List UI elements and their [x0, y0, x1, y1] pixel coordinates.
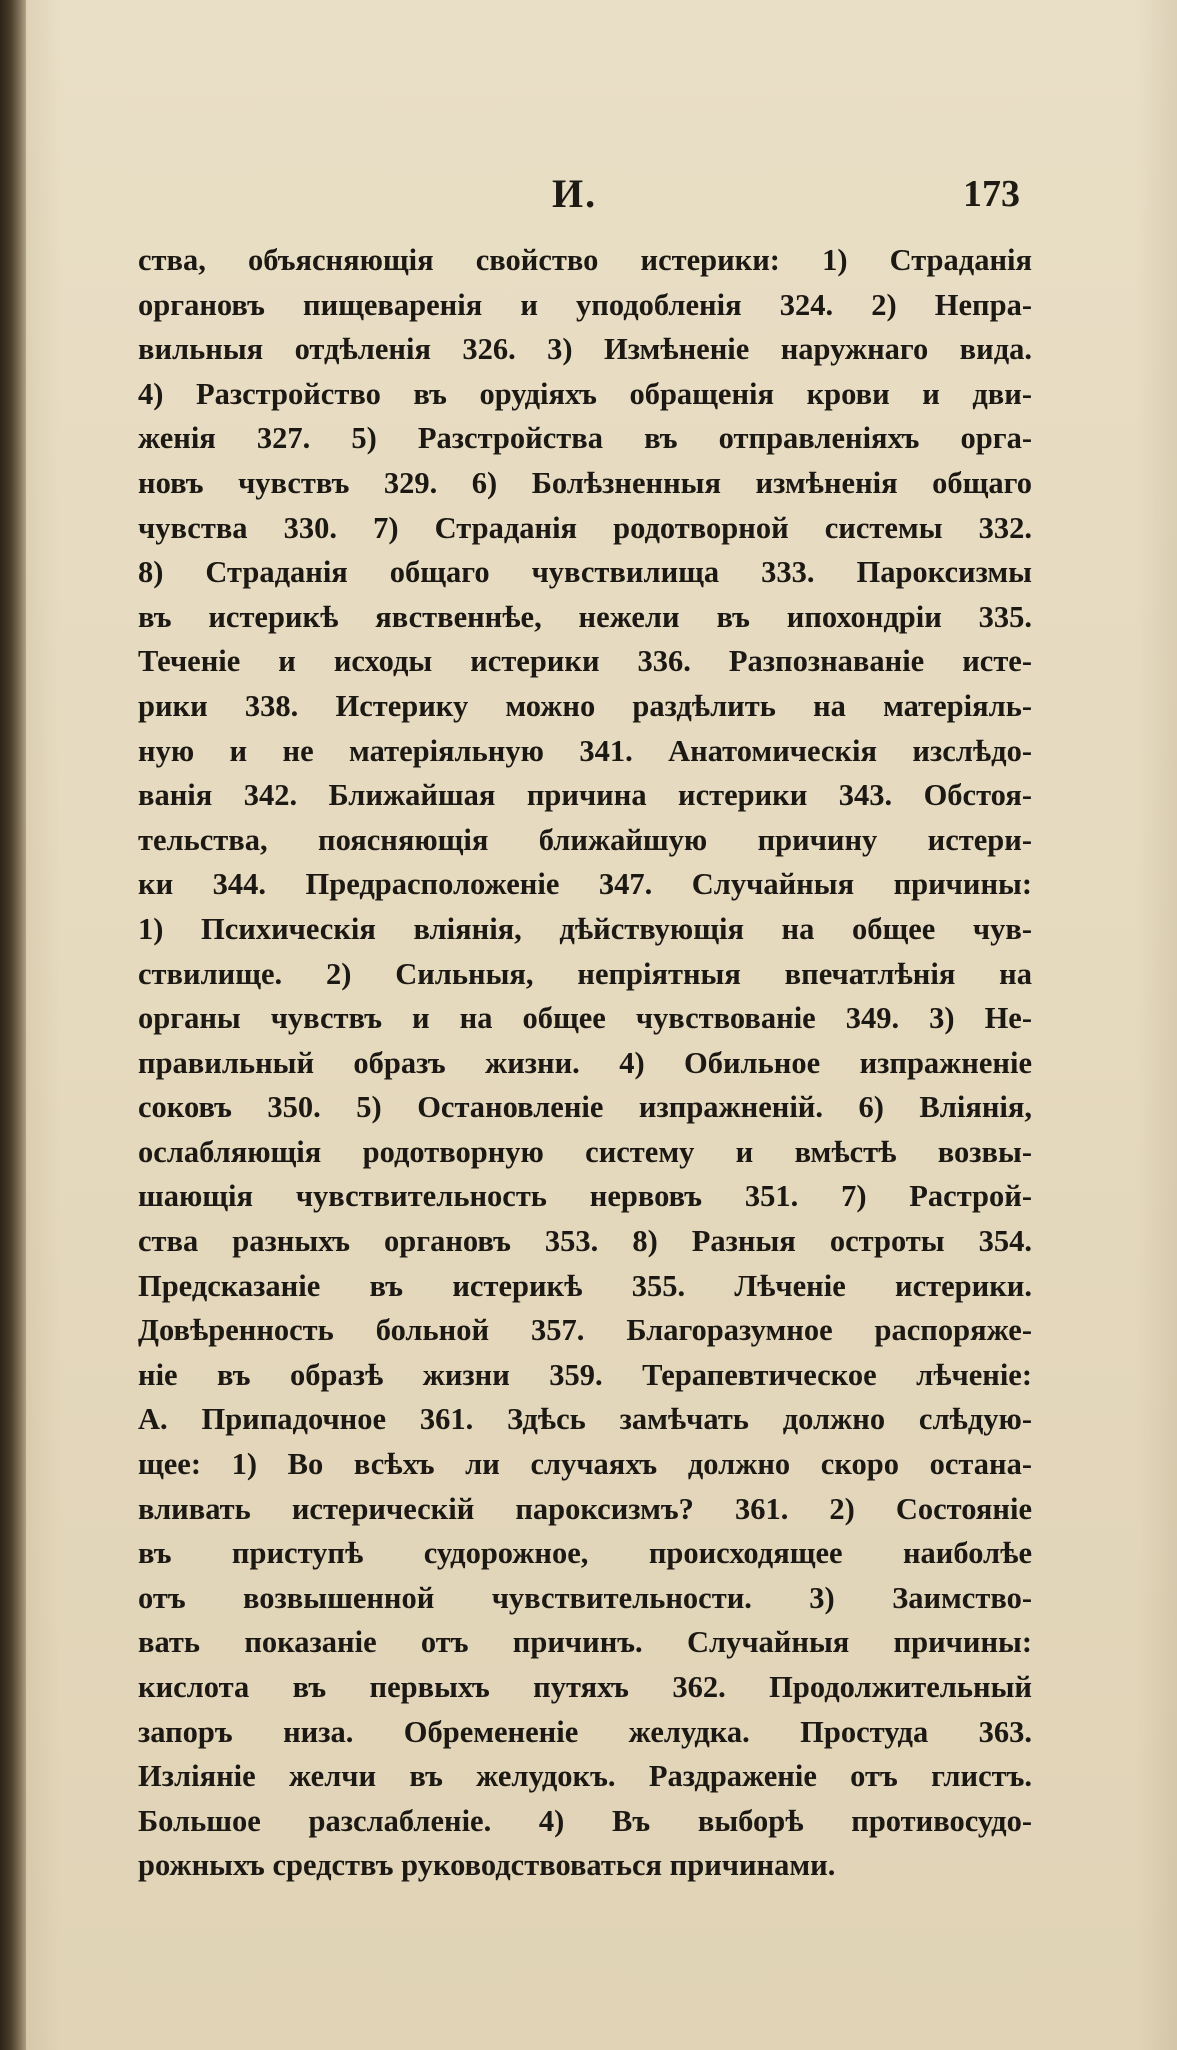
text-line: Предсказаніе въ истерикѣ 355. Лѣченіе истерики. [138, 1268, 1032, 1303]
text-line: въ приступѣ судорожное, происходящее наиболѣе [138, 1536, 1032, 1571]
running-head [140, 170, 1020, 230]
text-line: органовъ пищеваренія и уподобленія 324. 2) Непра- [138, 287, 1032, 322]
book-spine-shadow [0, 0, 26, 2050]
text-line: ную и не матеріяльную 341. Анатомическія изслѣдо- [138, 733, 1032, 768]
text-line: ства разныхъ органовъ 353. 8) Разныя остроты 354. [138, 1224, 1032, 1259]
text-line: женія 327. 5) Разстройства въ отправленіяхъ орга- [138, 421, 1032, 456]
text-line: ванія 342. Ближайшая причина истерики 343. Обстоя- [138, 778, 1032, 813]
text-line: отъ возвышенной чувствительности. 3) Заимство- [138, 1580, 1032, 1615]
text-line: Теченіе и исходы истерики 336. Разпознаваніе исте- [138, 644, 1032, 679]
text-line: тельства, поясняющія ближайшую причину истери- [138, 822, 1032, 857]
text-line: ства, объясняющія свойство истерики: 1) Страданія [138, 243, 1032, 277]
text-line: шающія чувствительность нервовъ 351. 7) Растрой- [138, 1179, 1032, 1214]
text-line: Большое разслабленіе. 4) Въ выборѣ противосудо- [138, 1803, 1032, 1838]
text-line: А. Припадочное 361. Здѣсь замѣчать должно слѣдую- [138, 1402, 1032, 1437]
text-line: новъ чувствъ 329. 6) Болѣзненныя измѣненія общаго [138, 465, 1032, 500]
body-text [138, 238, 1032, 1888]
text-line: Довѣренность больной 357. Благоразумное распоряже- [138, 1313, 1032, 1348]
text-line: кислота въ первыхъ путяхъ 362. Продолжительный [138, 1670, 1032, 1704]
text-line: щее: 1) Во всѣхъ ли случаяхъ должно скоро остана- [138, 1447, 1032, 1482]
text-line: правильный образъ жизни. 4) Обильное изпражненіе [138, 1045, 1032, 1080]
text-line: Изліяніе желчи въ желудокъ. Раздраженіе отъ глистъ. [138, 1759, 1032, 1794]
text-line: ки 344. Предрасположеніе 347. Случайныя причины: [138, 867, 1032, 902]
text-line: вильныя отдѣленія 326. 3) Измѣненіе наружнаго вида. [138, 332, 1032, 367]
text-line: чувства 330. 7) Страданія родотворной системы 332. [138, 510, 1032, 545]
text-line: 8) Страданія общаго чувствилища 333. Пароксизмы [138, 555, 1032, 590]
text-line: рожныхъ средствъ руководствоваться причинами. [138, 1848, 836, 1883]
text-line: рики 338. Истерику можно раздѣлить на матеріяль- [138, 688, 1032, 723]
text-line: ослабляющія родотворную систему и вмѣстѣ возвы- [138, 1134, 1032, 1169]
page-edge [1137, 0, 1177, 2050]
running-head-title: И. [552, 171, 598, 216]
text-line: соковъ 350. 5) Остановленіе изпражненій. 6) Вліянія, [138, 1090, 1032, 1125]
text-line: 4) Разстройство въ орудіяхъ обращенія крови и дви- [138, 376, 1032, 411]
text-line: въ истерикѣ явственнѣе, нежели въ ипохондріи 335. [138, 599, 1032, 634]
text-line: запоръ низа. Обремененіе желудка. Простуда 363. [138, 1714, 1032, 1749]
text-line: 1) Психическія вліянія, дѣйствующія на общее чув- [138, 911, 1032, 946]
text-line: ствилище. 2) Сильныя, непріятныя впечатлѣнія на [138, 956, 1032, 991]
text-line: вать показаніе отъ причинъ. Случайныя причины: [138, 1625, 1032, 1660]
text-line: ніе въ образѣ жизни 359. Терапевтическое лѣченіе: [138, 1357, 1032, 1392]
text-line: органы чувствъ и на общее чувствованіе 349. 3) Не- [138, 1001, 1032, 1036]
text-line: вливать истерическій пароксизмъ? 361. 2) Состояніе [138, 1491, 1032, 1526]
page-number: 173 [963, 173, 1020, 215]
